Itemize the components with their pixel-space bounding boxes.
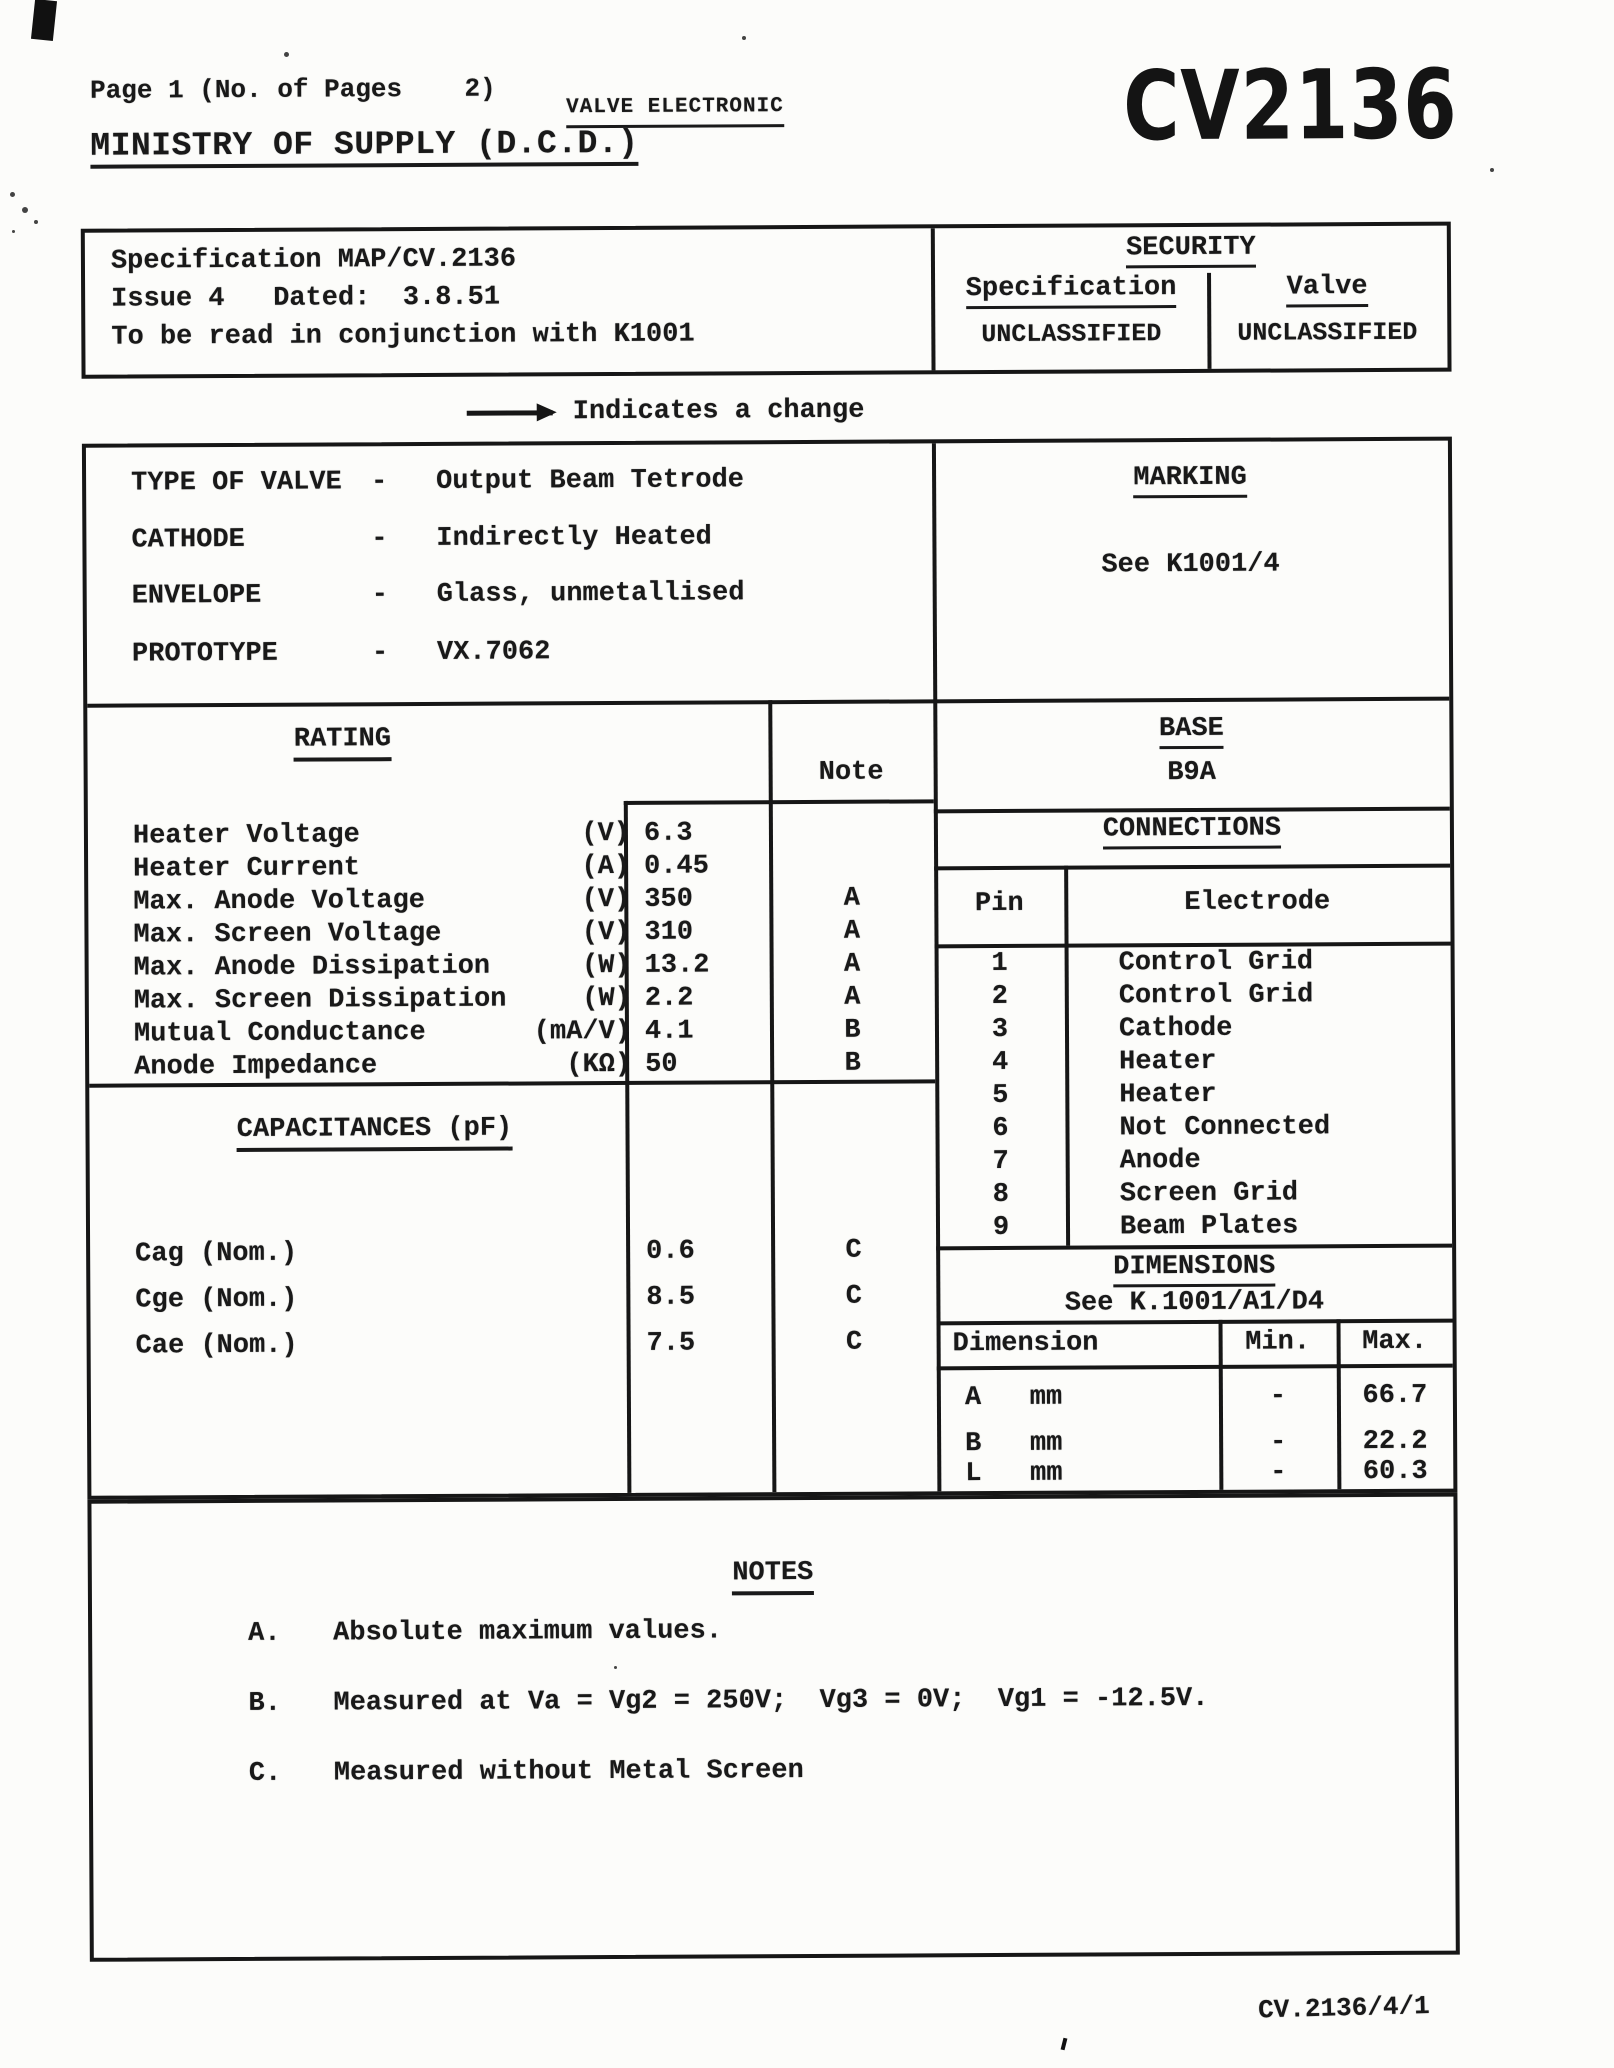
valve-info-label: ENVELOPE <box>131 580 262 612</box>
dimension-max: 60.3 <box>1362 1456 1428 1488</box>
valve-info-value: Glass, unmetallised <box>436 578 745 610</box>
electrode-name: Beam Plates <box>1119 1211 1299 1243</box>
electrode-name: Not Connected <box>1119 1112 1331 1144</box>
valve-info-row <box>86 464 932 508</box>
valve-info-value: Output Beam Tetrode <box>436 465 745 497</box>
rating-value: 13.2 <box>644 950 710 981</box>
capacitance-value: 0.6 <box>646 1236 695 1267</box>
rating-row <box>88 850 934 887</box>
scan-speckle <box>284 52 289 57</box>
dash: - <box>371 580 388 611</box>
note-item <box>92 1613 1454 1654</box>
capacitance-row <box>91 1327 937 1364</box>
dimensions-header-row <box>937 1327 1453 1364</box>
pin-row <box>935 1013 1451 1049</box>
base-value: B9A <box>1167 757 1217 789</box>
capacitance-note: C <box>845 1327 863 1358</box>
scan-speckle <box>22 207 28 213</box>
valve-info-row <box>86 521 932 565</box>
capacitance-value: 7.5 <box>646 1328 696 1359</box>
pin-row <box>935 947 1451 983</box>
rating-unit: (mA/V) <box>533 1016 632 1048</box>
ministry-heading: MINISTRY OF SUPPLY (D.C.D.) <box>90 129 638 169</box>
rating-label: Mutual Conductance <box>133 1017 426 1050</box>
electrode-name: Heater <box>1119 1079 1217 1111</box>
electrode-name: Screen Grid <box>1119 1178 1299 1210</box>
rating-row <box>89 1015 935 1052</box>
valve-info-value: Indirectly Heated <box>436 522 712 554</box>
rating-label: Heater Current <box>133 853 361 885</box>
dimension-label: L mm <box>965 1458 1063 1490</box>
page-number-info: Page 1 (No. of Pages 2) <box>89 73 496 106</box>
connections-title: CONNECTIONS <box>934 813 1450 846</box>
pin-number: 9 <box>992 1212 1010 1244</box>
scan-speckle <box>614 1666 617 1669</box>
pin-number: 5 <box>992 1080 1009 1112</box>
capacitance-note: C <box>845 1281 863 1312</box>
pin-row <box>936 1178 1452 1214</box>
spec-line-1: Specification MAP/CV.2136 <box>110 244 517 277</box>
dimension-max: 22.2 <box>1362 1426 1428 1458</box>
electrode-name: Control Grid <box>1118 947 1314 979</box>
rating-row <box>88 817 934 854</box>
rating-row <box>88 883 934 920</box>
pin-row <box>935 980 1451 1016</box>
dimension-min: - <box>1269 1427 1287 1458</box>
pin-number: 7 <box>992 1146 1009 1178</box>
capacitances-title: CAPACITANCES (pF) <box>219 1113 529 1145</box>
note-text: Measured at Va = Vg2 = 250V; Vg3 = 0V; Vg1 = -12.5V. <box>333 1683 1209 1719</box>
note-item <box>92 1683 1454 1724</box>
scan-speckle <box>10 192 15 197</box>
notes-section <box>87 1493 1459 1962</box>
base-title: BASE <box>933 713 1449 746</box>
rating-title: RATING <box>217 724 467 755</box>
scan-speckle <box>12 230 15 233</box>
electrode-name: Cathode <box>1118 1013 1233 1045</box>
rating-value: 2.2 <box>644 983 694 1014</box>
rating-label: Max. Screen Voltage <box>133 918 442 951</box>
marking-value: See K1001/4 <box>1101 549 1280 581</box>
rating-note: A <box>844 982 861 1013</box>
rating-unit: (V) <box>581 917 631 949</box>
valve-code: CV2136 <box>1122 48 1458 163</box>
notes-title: NOTES <box>92 1555 1454 1592</box>
rating-value: 6.3 <box>643 818 693 849</box>
rating-note <box>769 850 934 851</box>
dimension-min: - <box>1270 1457 1287 1488</box>
dimension-row <box>937 1457 1453 1494</box>
dimension-label: B mm <box>965 1428 1063 1460</box>
pin-row <box>936 1211 1452 1247</box>
valve-info-row <box>87 635 933 679</box>
electrode-column-header: Electrode <box>1184 887 1331 919</box>
rating-unit: (A) <box>581 851 631 883</box>
rating-label: Max. Screen Dissipation <box>133 984 507 1017</box>
spec-line-3: To be read in conjunction with K1001 <box>111 319 695 353</box>
rating-row <box>89 949 935 986</box>
electrode-name: Heater <box>1119 1046 1217 1078</box>
electrode-name: Anode <box>1119 1145 1201 1177</box>
capacitance-row <box>90 1235 936 1272</box>
electrode-name: Control Grid <box>1118 980 1314 1012</box>
footer-reference: CV.2136/4/1 <box>1257 1990 1431 2026</box>
dimensions-subtitle: See K.1001/A1/D4 <box>1064 1287 1325 1319</box>
main-table <box>82 437 1458 1500</box>
capacitance-label: Cag (Nom.) <box>135 1238 298 1270</box>
security-section <box>935 226 1448 371</box>
rating-unit: (V) <box>581 818 631 850</box>
scan-speckle <box>1490 168 1494 172</box>
change-arrow-icon <box>467 410 553 415</box>
marking-title: MARKING <box>932 462 1448 495</box>
rating-unit: (W) <box>582 983 631 1015</box>
rating-label: Max. Anode Voltage <box>133 885 426 918</box>
note-text: Measured without Metal Screen <box>333 1756 804 1789</box>
valve-info-label: PROTOTYPE <box>131 638 278 670</box>
scan-speckle <box>742 36 746 40</box>
rating-unit: (V) <box>581 884 631 916</box>
dimensions-title: DIMENSIONS <box>936 1251 1452 1284</box>
capacitance-row <box>90 1281 936 1318</box>
note-key: A. <box>248 1618 281 1649</box>
security-spec-value: UNCLASSIFIED <box>981 319 1162 350</box>
capacitance-label: Cae (Nom.) <box>135 1330 298 1362</box>
note-key: C. <box>248 1758 282 1789</box>
specification-security-box <box>81 222 1452 379</box>
pin-row <box>936 1145 1452 1181</box>
pin-row <box>935 1079 1451 1115</box>
dimension-max: 66.7 <box>1362 1380 1428 1412</box>
rating-row <box>89 1048 935 1085</box>
security-title: SECURITY <box>935 232 1447 265</box>
rating-note: B <box>844 1015 861 1046</box>
note-item <box>93 1753 1455 1794</box>
pin-number: 8 <box>992 1179 1010 1211</box>
note-key: B. <box>248 1688 281 1719</box>
pin-number: 4 <box>991 1047 1009 1079</box>
rating-value: 0.45 <box>644 851 710 882</box>
doc-type-heading: VALVE ELECTRONIC <box>566 92 784 128</box>
dash: - <box>371 524 388 555</box>
security-valve-header: Valve <box>1207 272 1447 303</box>
rating-value: 4.1 <box>644 1016 694 1047</box>
valve-info-label: TYPE OF VALVE <box>131 467 342 499</box>
rating-unit: (W) <box>581 950 631 982</box>
pin-number: 1 <box>991 948 1008 980</box>
pin-number: 6 <box>992 1113 1009 1145</box>
rating-note: B <box>844 1048 861 1079</box>
right-column <box>932 441 1453 1492</box>
pin-column-header: Pin <box>974 888 1024 920</box>
rating-label: Anode Impedance <box>134 1051 378 1083</box>
divider <box>624 799 934 805</box>
rating-unit: (KΩ) <box>566 1049 632 1081</box>
dash: - <box>371 467 388 498</box>
rating-label: Max. Anode Dissipation <box>133 951 491 984</box>
rating-note <box>769 817 934 818</box>
valve-info-row <box>87 577 933 621</box>
scan-speckle <box>34 220 38 224</box>
pin-number: 2 <box>991 981 1008 1013</box>
valve-info-value: VX.7062 <box>436 637 551 668</box>
dash: - <box>371 638 389 669</box>
dimension-row <box>937 1381 1453 1418</box>
rating-note: A <box>843 949 861 980</box>
rating-value: 310 <box>644 917 694 948</box>
security-spec-header: Specification <box>935 273 1207 304</box>
dimension-label: A mm <box>964 1382 1063 1414</box>
pin-number: 3 <box>991 1014 1009 1046</box>
capacitance-value: 8.5 <box>646 1282 696 1313</box>
rating-note: A <box>843 916 861 947</box>
change-indicator <box>467 396 865 428</box>
valve-info-label: CATHODE <box>131 524 245 556</box>
dimension-min: - <box>1269 1381 1287 1412</box>
rating-label: Heater Voltage <box>132 820 360 852</box>
rating-row <box>89 982 935 1019</box>
rating-value: 350 <box>644 884 693 915</box>
security-valve-value: UNCLASSIFIED <box>1237 317 1418 348</box>
pin-row <box>935 1112 1451 1148</box>
capacitance-label: Cge (Nom.) <box>135 1284 298 1316</box>
rating-value: 50 <box>645 1049 678 1080</box>
rating-note: A <box>843 883 860 914</box>
change-text: Indicates a change <box>572 395 865 428</box>
dimension-column-header: Dimension <box>952 1328 1099 1360</box>
pin-row <box>935 1046 1451 1082</box>
scan-speckle <box>31 0 57 41</box>
note-column-header: Note <box>818 757 884 788</box>
capacitance-note: C <box>845 1235 862 1266</box>
max-column-header: Max. <box>1362 1326 1428 1358</box>
spec-line-2: Issue 4 Dated: 3.8.51 <box>111 282 501 315</box>
note-text: Absolute maximum values. <box>333 1616 723 1649</box>
min-column-header: Min. <box>1245 1327 1311 1358</box>
rating-row <box>88 916 934 953</box>
